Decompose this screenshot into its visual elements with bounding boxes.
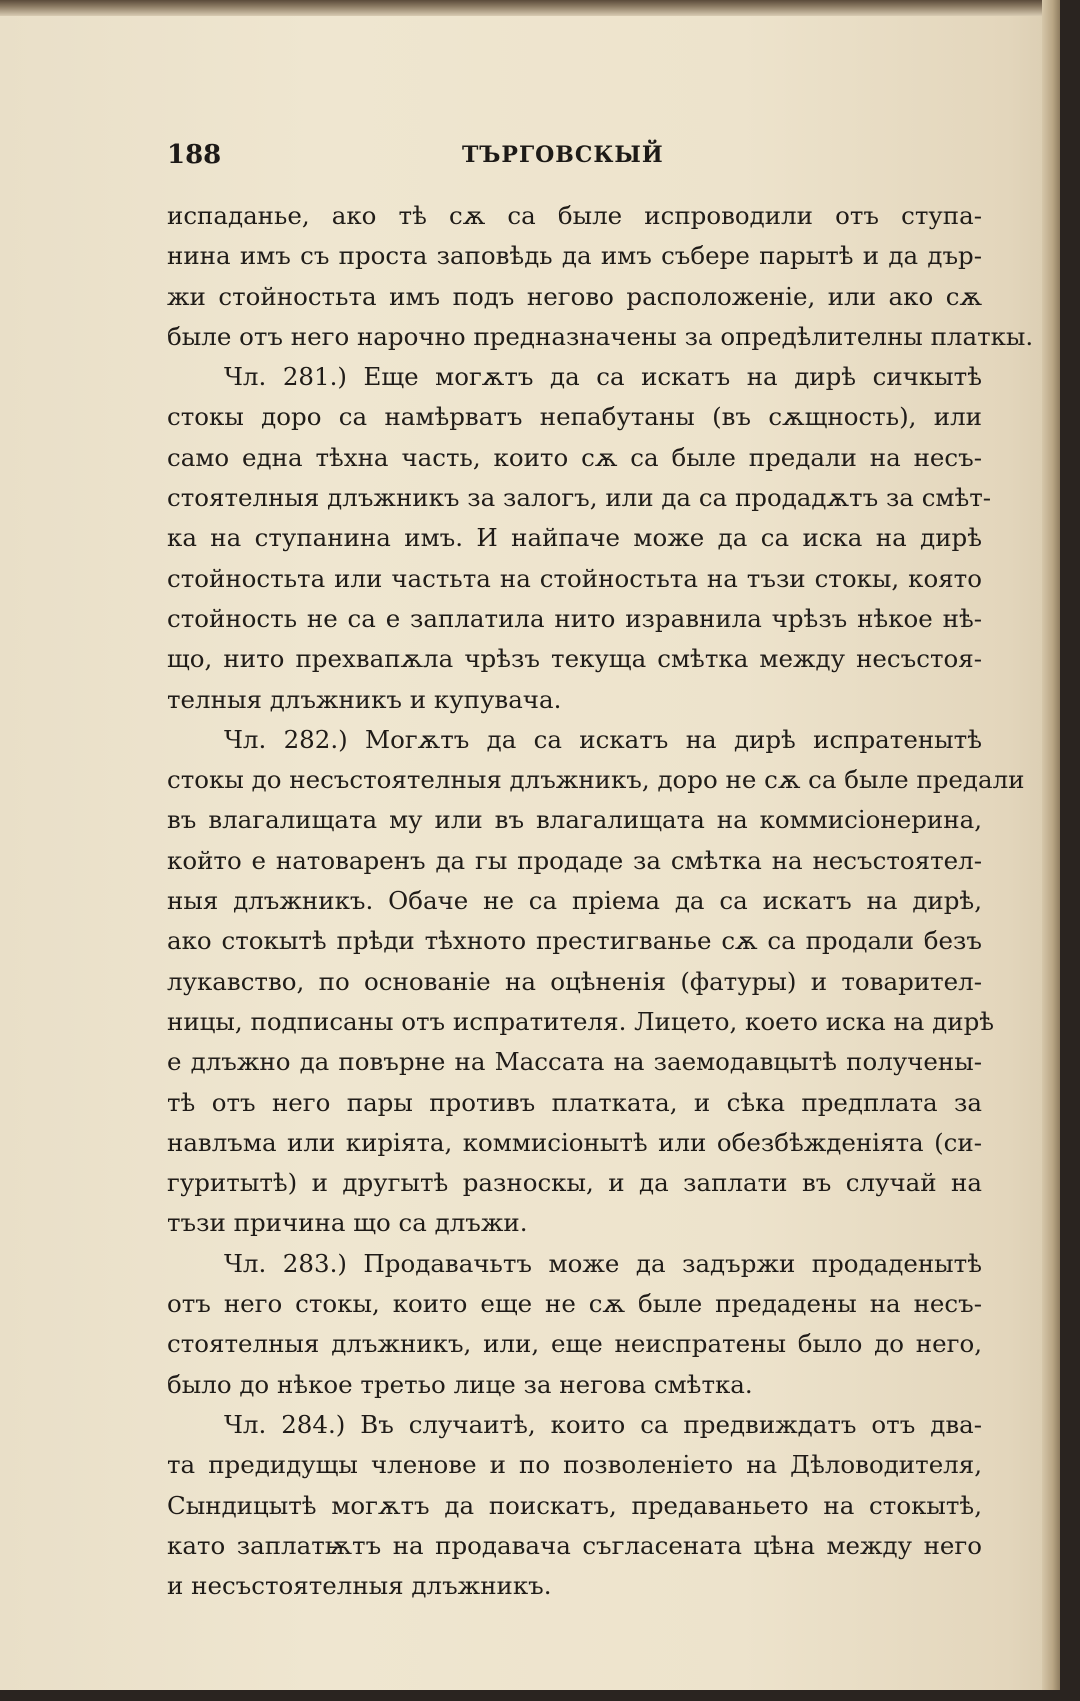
text-line: тѣ отъ него пары противъ платката, и сѣка предплата за — [167, 1087, 982, 1117]
text-line: е длъжно да повърне на Массата на заемодавцытѣ получены- — [167, 1047, 982, 1077]
article-281-line: Чл. 281.) Еще могѫтъ да са искатъ на дирѣ сичкытѣ — [224, 362, 982, 392]
text-line: като заплатѭтъ на продавача съгласената цѣна между него — [167, 1530, 982, 1560]
text-line: ка на ступанина имъ. И найпаче може да са иска на дирѣ — [167, 523, 982, 553]
text-line: стокы доро са намѣрватъ непабутаны (въ сѫщность), или — [167, 402, 982, 432]
article-283-line: Чл. 283.) Продавачьтъ може да задържи продаденытѣ — [224, 1248, 982, 1278]
text-line: що, нито прехвапѫла чрѣзъ текуща смѣтка между несъстоя- — [167, 644, 982, 674]
text-line: жи стойностьта имъ подъ негово расположеніе, или ако сѫ — [167, 281, 982, 311]
text-line: быле отъ него нарочно предназначены за опредѣлителны платкы. — [167, 321, 1034, 351]
body-text — [167, 196, 1034, 1606]
text-line: лукавство, по основаніе на оцѣненія (фатуры) и товарител- — [167, 966, 982, 996]
text-line: стокы до несъстоятелныя длъжникъ, доро не сѫ са быле предали — [167, 765, 1025, 795]
text-line: само една тѣхна часть, които сѫ са быле предали на несъ- — [167, 442, 982, 472]
text-line: и несъстоятелныя длъжникъ. — [167, 1571, 552, 1601]
text-line: въ влагалищата му или въ влагалищата на коммисіонерина, — [167, 805, 982, 835]
text-line: ныя длъжникъ. Обаче не са пріема да са искатъ на дирѣ, — [167, 886, 982, 916]
text-line: Сындицытѣ могѫтъ да поискатъ, предаваньето на стокытѣ, — [167, 1490, 982, 1520]
text-line: стоятелныя длъжникъ за залогъ, или да са продадѫтъ за смѣт- — [167, 483, 992, 513]
page-top-edge — [0, 0, 1060, 16]
text-line: испаданье, ако тѣ сѫ са быле испроводили отъ ступа- — [167, 201, 982, 230]
text-line: който е натоваренъ да гы продаде за смѣтка на несъстоятел- — [167, 845, 982, 875]
text-line: телныя длъжникъ и купувача. — [167, 684, 562, 714]
text-line: отъ него стокы, които еще не сѫ быле предадены на несъ- — [167, 1289, 982, 1319]
text-line: ако стокытѣ прѣди тѣхното престигванье сѫ са продали безъ — [167, 926, 982, 956]
article-284-line: Чл. 284.) Въ случаитѣ, които са предвиждатъ отъ два- — [224, 1409, 982, 1439]
text-line: стоятелныя длъжникъ, или, еще неиспратены было до него, — [167, 1329, 982, 1359]
text-line: та предидущы членове и по позволеніето на Дѣловодителя, — [167, 1450, 982, 1480]
text-line: стойность не са е заплатила нито изравнила чрѣзъ нѣкое нѣ- — [167, 603, 982, 633]
text-line: гуритытѣ) и другытѣ разноскы, и да заплати въ случай на — [167, 1168, 982, 1198]
page-header — [167, 140, 967, 180]
text-line: навлъма или киріята, коммисіонытѣ или обезбѣжденіята (си- — [167, 1127, 982, 1157]
text-line: стойностьта или частьта на стойностьта на тъзи стокы, която — [167, 563, 982, 593]
text-line: нина имъ съ проста заповѣдь да имъ събере парытѣ и да дър- — [167, 241, 982, 271]
article-282-line: Чл. 282.) Могѫтъ да са искатъ на дирѣ испратенытѣ — [224, 724, 982, 754]
running-title: ТЪРГОВСКЫЙ — [462, 142, 664, 168]
page-binding-edge — [1042, 0, 1060, 1690]
text-line: тъзи причина що са длъжи. — [167, 1208, 528, 1238]
text-line: ницы, подписаны отъ испратителя. Лицето, което иска на дирѣ — [167, 1006, 995, 1036]
page-number: 188 — [167, 140, 222, 170]
text-line: было до нѣкое третьо лице за негова смѣтка. — [167, 1369, 753, 1399]
